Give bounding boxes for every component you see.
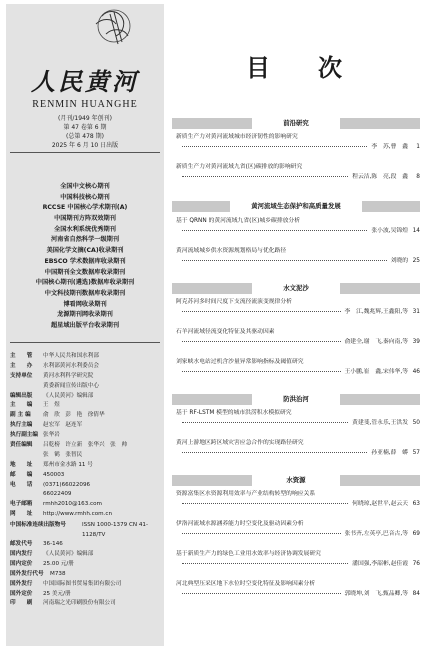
section-header bbox=[172, 118, 420, 129]
credit-row bbox=[10, 431, 162, 441]
toc-entry[interactable] bbox=[176, 579, 420, 600]
section-label: 前沿研究 bbox=[252, 118, 340, 129]
article-title: 黄河流域城乡供水资源规划格局与优化路径 bbox=[176, 248, 287, 254]
credit-row bbox=[10, 481, 162, 491]
credit-value: 王 煜 bbox=[43, 402, 60, 409]
credit-value: 中华人民共和国水利部 bbox=[43, 353, 99, 359]
credit-row bbox=[10, 461, 162, 471]
credit-value: 《人民黄河》编辑部 bbox=[43, 551, 94, 558]
credit-value: 河南瑞之光印刷股份有限公司 bbox=[43, 600, 116, 607]
page-number: 39 bbox=[412, 339, 420, 345]
credit-value: M738 bbox=[50, 570, 66, 577]
credit-label: 国内定价 bbox=[10, 560, 33, 567]
leader-dots bbox=[182, 533, 341, 534]
credit-label: 副 主 编 bbox=[10, 412, 31, 419]
credit-value: 俞 欣 彭 艳 徐倩华 bbox=[43, 412, 105, 419]
credit-label: 电子邮箱 bbox=[10, 501, 33, 508]
credit-label: 主 办 bbox=[10, 362, 33, 369]
article-authors: 李 苏,曹 鑫 bbox=[371, 144, 408, 150]
credit-row bbox=[10, 471, 162, 481]
credit-row bbox=[10, 392, 162, 402]
leader-dots bbox=[182, 371, 341, 372]
toc-entry[interactable] bbox=[176, 297, 420, 318]
article-authors: 王小鹏,崔 鑫,宋伟华,等 bbox=[344, 369, 408, 375]
credit-row bbox=[10, 570, 162, 580]
credit-row bbox=[10, 382, 162, 392]
article-authors: 郭晓坤,刘 飞,甄品卿,等 bbox=[344, 591, 408, 597]
toc-entry[interactable] bbox=[176, 327, 420, 348]
credit-label: 责任编辑 bbox=[10, 442, 33, 449]
indexing-item: 龙源期刊网收录期刊 bbox=[57, 311, 113, 319]
credit-label: 国内发行 bbox=[10, 551, 33, 558]
page-number: 14 bbox=[412, 228, 420, 234]
article-title: 石羊河流域径流变化特征及其驱动因素 bbox=[176, 329, 275, 335]
credit-value: 张华岩 bbox=[43, 432, 60, 439]
masthead-logo bbox=[6, 4, 164, 99]
leader-dots bbox=[182, 146, 367, 147]
page-number: 8 bbox=[416, 174, 420, 180]
leader-dots bbox=[182, 563, 348, 564]
credit-row bbox=[10, 352, 162, 362]
toc-entry[interactable] bbox=[176, 438, 420, 459]
page-number: 69 bbox=[412, 531, 420, 537]
section-header bbox=[172, 201, 420, 212]
section-label: 防洪治河 bbox=[252, 394, 340, 405]
divider bbox=[10, 342, 160, 343]
article-title: 基于 QRNN 的黄河流域九省(区)城乡碳排放分析 bbox=[176, 218, 301, 224]
credit-label: 执行主编 bbox=[10, 422, 33, 429]
section-header bbox=[172, 475, 420, 486]
issue-volume: 第 47 卷第 6 期 bbox=[63, 124, 107, 131]
page-number: 76 bbox=[412, 561, 420, 567]
credit-value: http://www.rmhh.com.cn bbox=[43, 511, 112, 518]
page-number: 31 bbox=[412, 309, 420, 315]
credit-row bbox=[10, 540, 162, 550]
indexing-item: 中国科技核心期刊 bbox=[60, 193, 110, 201]
indexing-item: 中国期刊全文数据库收录期刊 bbox=[44, 268, 126, 276]
credit-row bbox=[10, 590, 162, 600]
emblem-icon bbox=[6, 4, 164, 64]
credit-row bbox=[10, 580, 162, 590]
credit-label: 国外发行 bbox=[10, 580, 33, 587]
indexing-item: 全国水利系统优秀期刊 bbox=[54, 225, 116, 233]
credit-row bbox=[10, 599, 162, 609]
credit-value: 450003 bbox=[43, 471, 65, 478]
leader-dots bbox=[182, 452, 367, 453]
article-title: 基于新质生产力的绿色工业用水效率与经济协调发展研究 bbox=[176, 551, 321, 557]
indexing-item: 博看网收录期刊 bbox=[63, 300, 107, 308]
article-title: 基于 RF-LSTM 模型的城市洪涝积水模拟研究 bbox=[176, 410, 292, 416]
credit-label: 网 址 bbox=[10, 511, 33, 518]
divider bbox=[10, 152, 160, 153]
indexing-item: 河南省自然科学一级期刊 bbox=[50, 236, 120, 244]
indexing-item: EBSCO 学术数据库收录期刊 bbox=[44, 257, 126, 265]
credit-row bbox=[10, 510, 162, 520]
toc-title: 目 次 bbox=[246, 53, 354, 82]
journal-title: 人民黄河 bbox=[31, 67, 139, 96]
page-number: 63 bbox=[412, 501, 420, 507]
credit-value: 中国国际图书贸易集团有限公司 bbox=[43, 580, 122, 587]
section-label: 水文泥沙 bbox=[252, 283, 340, 294]
credit-label: 电 话 bbox=[10, 481, 33, 488]
credit-row bbox=[10, 550, 162, 560]
credit-row bbox=[10, 421, 162, 431]
credit-label: 邮 编 bbox=[10, 471, 33, 478]
credit-label: 主 编 bbox=[10, 402, 33, 409]
page-number: 57 bbox=[412, 450, 420, 456]
article-title: 阿克苏河多时间尺度下支流径流演变规律分析 bbox=[176, 299, 292, 305]
credit-row bbox=[10, 441, 162, 451]
credit-label: 中国标准连续出版物号 bbox=[10, 522, 66, 529]
toc-entry[interactable] bbox=[176, 162, 420, 183]
credit-row bbox=[10, 451, 162, 461]
credit-value: 郑州市金水路 11 号 bbox=[43, 461, 93, 468]
credit-value: rmhh2010@163.com bbox=[43, 501, 102, 508]
indexing-item: 全国中文核心期刊 bbox=[60, 183, 110, 190]
article-authors: 张小波,吴锦煌 bbox=[371, 228, 408, 234]
article-title: 新质生产力对黄河流域城市经济韧性的影响研究 bbox=[176, 134, 298, 140]
leader-dots bbox=[182, 260, 387, 261]
article-title: 河北典型压采区地下水位时空变化特征及影响因素分析 bbox=[176, 581, 316, 587]
credit-label: 国外定价 bbox=[10, 590, 33, 597]
credit-label bbox=[10, 451, 43, 461]
credit-value: 张 鹤 张智民 bbox=[43, 451, 83, 458]
indexing-item: 超星域出版平台收录期刊 bbox=[50, 321, 120, 329]
credit-label: 国外发行代号 bbox=[10, 570, 44, 577]
article-authors: 刘晓的 bbox=[390, 258, 408, 264]
credit-value: 25 美元/册 bbox=[43, 590, 71, 597]
page-number: 84 bbox=[412, 591, 420, 597]
indexing-list bbox=[6, 182, 164, 332]
section-label: 水资源 bbox=[252, 475, 340, 486]
indexing-item: 美国化学文摘(CA)收录期刊 bbox=[46, 247, 124, 255]
leader-dots bbox=[182, 503, 348, 504]
article-authors: 李 江,魏兆辉,王鑫阳,等 bbox=[344, 309, 408, 315]
section-header bbox=[172, 394, 420, 405]
leader-dots bbox=[182, 593, 341, 594]
credit-row bbox=[10, 401, 162, 411]
article-authors: 何晓琼,赵世平,赵云天 bbox=[352, 501, 408, 507]
article-authors: 张书齐,左英亭,巴音古,等 bbox=[344, 531, 408, 537]
credit-row bbox=[10, 520, 162, 540]
credit-label: 地 址 bbox=[10, 461, 33, 468]
toc-entry[interactable] bbox=[176, 246, 420, 267]
credit-value: 吕乾榜 许立新 张华兴 张 帅 bbox=[43, 442, 127, 449]
credit-label: 执行副主编 bbox=[10, 432, 38, 439]
leader-dots bbox=[182, 341, 341, 342]
article-authors: 俞建全,谢 飞,秦向南,等 bbox=[344, 339, 408, 345]
toc-entry[interactable] bbox=[176, 357, 420, 378]
credit-row bbox=[10, 560, 162, 570]
indexing-item: RCCSE 中国核心学术期刊(A) bbox=[42, 204, 128, 212]
credit-value: 黄委新闻宣传出版中心 bbox=[43, 382, 99, 389]
toc-entry[interactable] bbox=[176, 216, 420, 237]
toc-entry[interactable] bbox=[176, 408, 420, 429]
credit-value: 赵宏军 赵连军 bbox=[43, 422, 83, 429]
leader-dots bbox=[182, 176, 348, 177]
credit-row bbox=[10, 372, 162, 382]
credit-label: 印 刷 bbox=[10, 600, 33, 607]
credit-label: 编辑出版 bbox=[10, 392, 33, 399]
credit-value: 36-146 bbox=[43, 541, 63, 548]
article-title: 刘家峡水电站过机含沙量异常影响指标及阈值研究 bbox=[176, 359, 304, 365]
credit-value: 25.00 元/册 bbox=[43, 560, 74, 567]
article-authors: 黄建斐,管永乐,王洪发 bbox=[352, 420, 408, 426]
credit-value: 水利部黄河水利委员会 bbox=[43, 362, 99, 369]
page-number: 1 bbox=[416, 144, 420, 150]
toc-entry[interactable] bbox=[176, 549, 420, 570]
credit-row bbox=[10, 411, 162, 421]
left-info-panel bbox=[6, 4, 164, 646]
article-authors: 程云洁,陈 亮,段 鑫 bbox=[352, 174, 408, 180]
credit-label: 支持单位 bbox=[10, 372, 33, 379]
publication-credits bbox=[10, 352, 162, 609]
section-label: 黄河流域生态保护和高质量发展 bbox=[230, 201, 362, 212]
toc-entry[interactable] bbox=[176, 519, 420, 540]
issue-frequency: (月刊/1949 年创刊) bbox=[58, 115, 112, 122]
credit-value: 《人民黄河》编辑部 bbox=[43, 392, 94, 399]
leader-dots bbox=[182, 422, 348, 423]
indexing-item: 中国核心期刊(遴选)数据库收录期刊 bbox=[35, 279, 135, 287]
indexing-item: 中文科技期刊数据库收录期刊 bbox=[44, 289, 126, 297]
leader-dots bbox=[182, 230, 367, 231]
article-title: 伊洛河流域水源涵养能力时空变化及驱动因素分析 bbox=[176, 521, 304, 527]
page-number: 46 bbox=[412, 369, 420, 375]
toc-entry[interactable] bbox=[176, 489, 420, 510]
credit-label: 邮发代号 bbox=[10, 541, 33, 548]
credit-value: 66022409 bbox=[43, 491, 72, 498]
credit-row bbox=[10, 500, 162, 510]
credit-value: (0371)66022096 bbox=[43, 481, 91, 488]
credit-label bbox=[10, 382, 43, 392]
leader-dots bbox=[182, 311, 341, 312]
toc-entry[interactable] bbox=[176, 132, 420, 153]
article-title: 新质生产力对黄河流域九省(区)碳排放的影响研究 bbox=[176, 164, 303, 170]
issue-date: 2025 年 6 月 10 日出版 bbox=[51, 142, 119, 149]
table-of-contents bbox=[170, 4, 422, 646]
credit-row bbox=[10, 362, 162, 372]
section-header bbox=[172, 283, 420, 294]
credit-row bbox=[10, 490, 162, 500]
journal-title-en: RENMIN HUANGHE bbox=[32, 99, 138, 110]
page-number: 25 bbox=[412, 258, 420, 264]
article-authors: 孙亚楠,薛 蟒 bbox=[371, 450, 408, 456]
article-title: 资源富集区水资源利用效率与产业结构转型的响应关系 bbox=[176, 491, 316, 497]
page-number: 50 bbox=[412, 420, 420, 426]
credit-label bbox=[10, 490, 43, 500]
issue-total: (总第 478 期) bbox=[66, 133, 104, 140]
credit-value: ISSN 1000-1379 CN 41-1128/TV bbox=[82, 522, 148, 539]
article-title: 黄河上游地区跨区域灾害应急合作的实现路径研究 bbox=[176, 440, 304, 446]
article-authors: 潘国强,李韶彬,赵佳霞 bbox=[352, 561, 408, 567]
credit-value: 黄河水利科学研究院 bbox=[43, 372, 94, 379]
credit-label: 主 管 bbox=[10, 353, 33, 359]
indexing-item: 中国期刊方阵双效期刊 bbox=[54, 215, 116, 223]
